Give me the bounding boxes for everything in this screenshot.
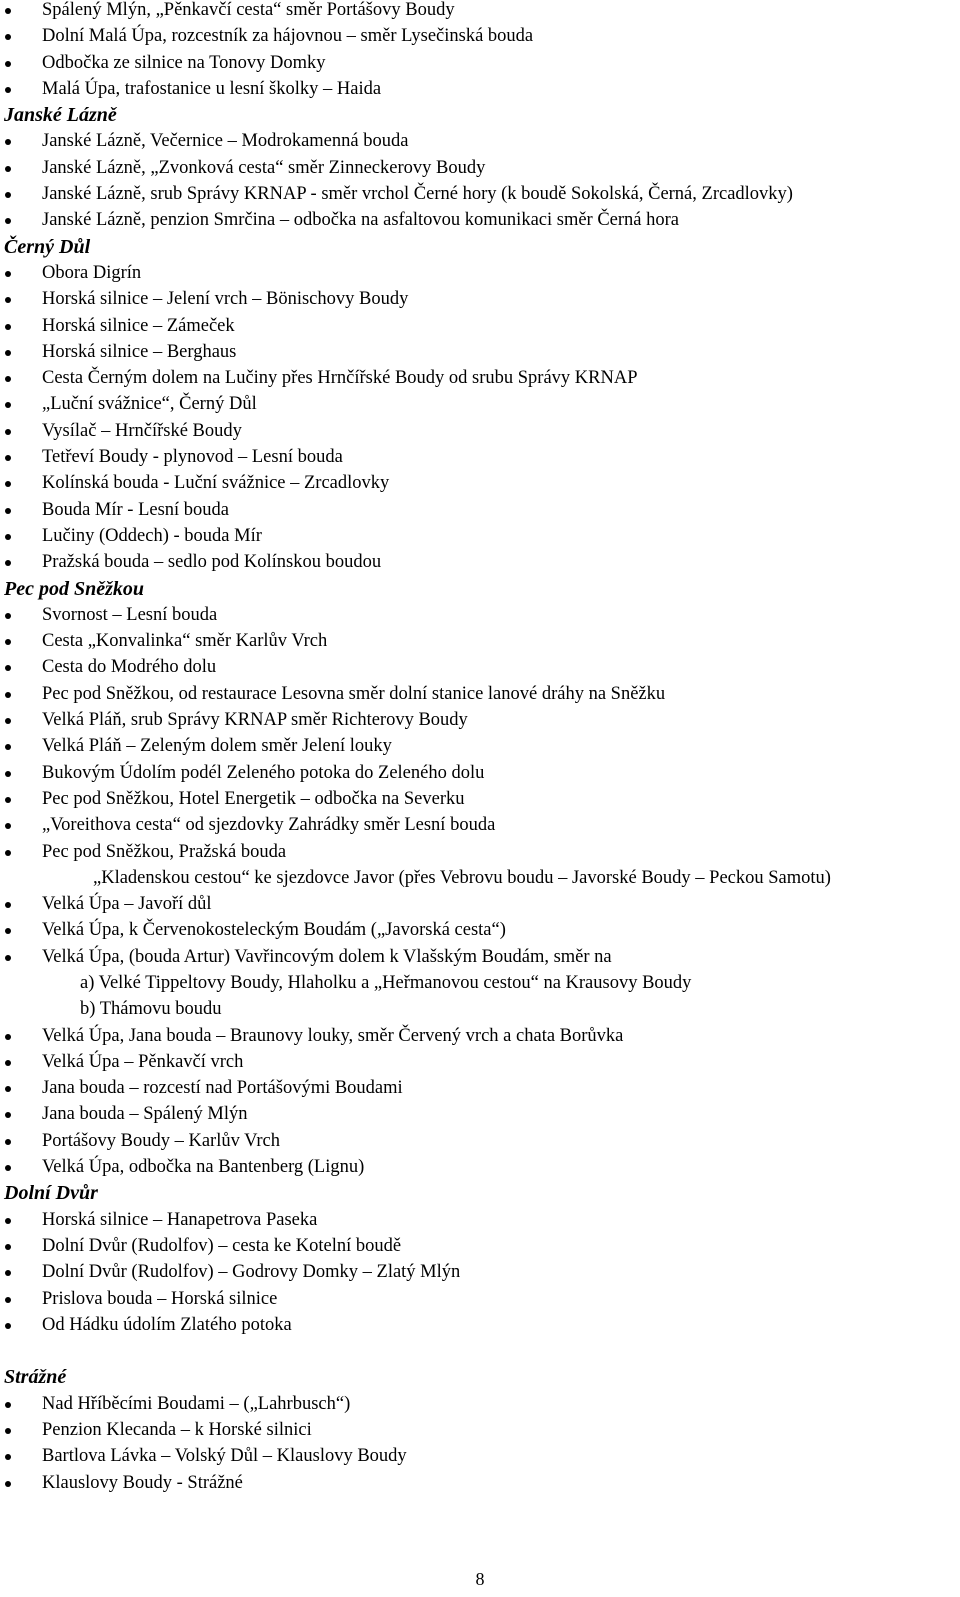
section-heading: Dolní Dvůr [4,1182,98,1205]
list-item: Velká Úpa, odbočka na Bantenberg (Lignu) [0,1154,960,1180]
blank-line [0,1338,960,1364]
list-item: Dolní Dvůr (Rudolfov) – cesta ke Kotelní boudě [0,1233,960,1259]
list-item: Velká Pláň, srub Správy KRNAP směr Richterovy Boudy [0,707,960,733]
list-item: Janské Lázně, Večernice – Modrokamenná bouda [0,128,960,154]
list-item: Velká Úpa – Pěnkavčí vrch [0,1049,960,1075]
list-item: Velká Úpa, Jana bouda – Braunovy louky, směr Červený vrch a chata Borůvka [0,1023,960,1049]
list-item: Janské Lázně, „Zvonková cesta“ směr Zinneckerovy Boudy [0,155,960,181]
list-item: Velká Úpa, k Červenokosteleckým Boudám („Javorská cesta“) [0,917,960,943]
list-item: Bouda Mír - Lesní bouda [0,497,960,523]
list-item: Horská silnice – Berghaus [0,339,960,365]
list-item: Obora Digrín [0,260,960,286]
list-item: Cesta Černým dolem na Lučiny přes Hrnčířské Boudy od srubu Správy KRNAP [0,365,960,391]
list-item: Velká Úpa – Javoří důl [0,891,960,917]
list-item: Spálený Mlýn, „Pěnkavčí cesta“ směr Portášovy Boudy [0,0,960,23]
list-item: Kolínská bouda - Luční svážnice – Zrcadlovky [0,470,960,496]
list-item: Prislova bouda – Horská silnice [0,1286,960,1312]
section-heading: Pec pod Sněžkou [4,577,144,600]
list-item: Janské Lázně, penzion Smrčina – odbočka na asfaltovou komunikaci směr Černá hora [0,207,960,233]
list-item: „Voreithova cesta“ od sjezdovky Zahrádky směr Lesní bouda [0,812,960,838]
section-heading: Janské Lázně [4,104,117,127]
list-item: Horská silnice – Hanapetrova Paseka [0,1207,960,1233]
list-item: Horská silnice – Jelení vrch – Bönischovy Boudy [0,286,960,312]
sub-list-item: b) Thámovu boudu [80,999,222,1020]
list-item: Jana bouda – Spálený Mlýn [0,1101,960,1127]
list-item: Jana bouda – rozcestí nad Portášovými Boudami [0,1075,960,1101]
list-item-continuation: „Kladenskou cestou“ ke sjezdovce Javor (přes Vebrovu boudu – Javorské Boudy – Peckou Samotu) [93,867,831,888]
list-item: Od Hádku údolím Zlatého potoka [0,1312,960,1338]
sub-list-item: a) Velké Tippeltovy Boudy, Hlaholku a „Heřmanovou cestou“ na Krausovy Boudy [80,972,692,993]
list-item: Bartlova Lávka – Volský Důl – Klauslovy Boudy [0,1443,960,1469]
list-item: Pražská bouda – sedlo pod Kolínskou boudou [0,549,960,575]
list-item: Dolní Dvůr (Rudolfov) – Godrovy Domky – Zlatý Mlýn [0,1259,960,1285]
list-item: Cesta „Konvalinka“ směr Karlův Vrch [0,628,960,654]
list-item: Pec pod Sněžkou, od restaurace Lesovna směr dolní stanice lanové dráhy na Sněžku [0,681,960,707]
list-item: „Luční svážnice“, Černý Důl [0,391,960,417]
list-item: Janské Lázně, srub Správy KRNAP - směr vrchol Černé hory (k boudě Sokolská, Černá, Zrcadlovky) [0,181,960,207]
list-item: Svornost – Lesní bouda [0,602,960,628]
list-item: Dolní Malá Úpa, rozcestník za hájovnou – směr Lysečinská bouda [0,23,960,49]
list-item: Penzion Klecanda – k Horské silnici [0,1417,960,1443]
list-item: Tetřeví Boudy - plynovod – Lesní bouda [0,444,960,470]
list-item: Lučiny (Oddech) - bouda Mír [0,523,960,549]
list-item: Bukovým Údolím podél Zeleného potoka do Zeleného dolu [0,760,960,786]
list-item: Velká Úpa, (bouda Artur) Vavřincovým dolem k Vlašským Boudám, směr na [0,944,960,970]
section-heading: Strážné [4,1366,67,1389]
page-number: 8 [475,1569,485,1589]
list-item: Horská silnice – Zámeček [0,313,960,339]
section-heading: Černý Důl [4,235,91,258]
list-item: Cesta do Modrého dolu [0,654,960,680]
list-item: Klauslovy Boudy - Strážné [0,1470,960,1496]
list-item: Vysílač – Hrnčířské Boudy [0,418,960,444]
list-item: Odbočka ze silnice na Tonovy Domky [0,50,960,76]
list-item: Portášovy Boudy – Karlův Vrch [0,1128,960,1154]
list-item: Pec pod Sněžkou, Hotel Energetik – odbočka na Severku [0,786,960,812]
list-item: Malá Úpa, trafostanice u lesní školky – Haida [0,76,960,102]
list-item: Nad Hříběcími Boudami – („Lahrbusch“) [0,1391,960,1417]
list-item: Velká Pláň – Zeleným dolem směr Jelení louky [0,733,960,759]
list-item: Pec pod Sněžkou, Pražská bouda [0,839,960,865]
